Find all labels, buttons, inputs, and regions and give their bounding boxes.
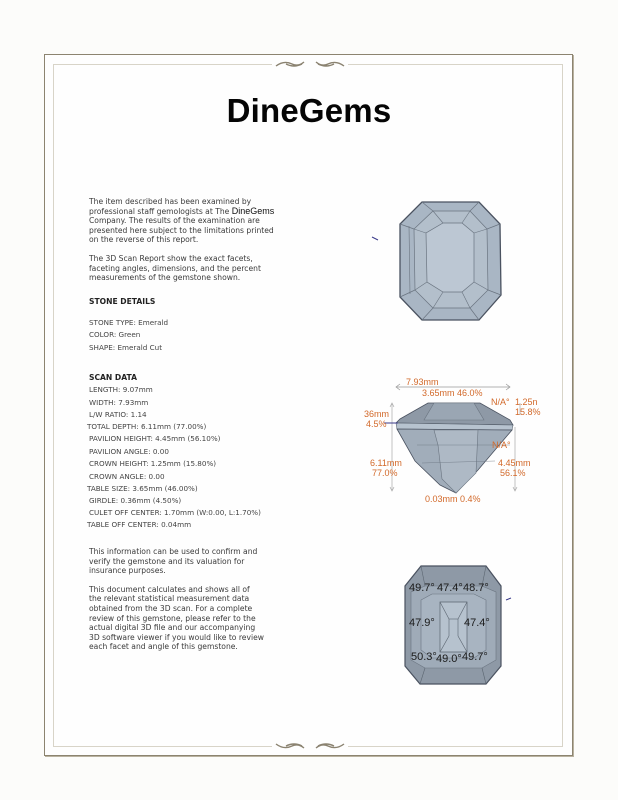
outro-text xyxy=(89,547,264,661)
intro-paragraph-2: The 3D Scan Report show the exact facets, faceting angles, dimensions, and the percent measurements of the gemstone shown. xyxy=(89,253,261,283)
stone-type: STONE TYPE: Emerald xyxy=(89,318,169,327)
side-crown-angle-label: N/A° xyxy=(491,397,510,407)
intro-paragraph-1: The item described has been examined by professional staff gemologists at The DineGems Company. The results of the examination are presented here subject to the limitations printed on the reverse of this report. xyxy=(89,197,275,245)
ornament-bottom-icon xyxy=(272,739,348,753)
side-crown-height-label: 1.25n xyxy=(515,397,538,407)
side-crown-pct-label: 15.8% xyxy=(515,407,541,417)
side-girdle-pct-label: 4.5% xyxy=(366,419,387,429)
side-depth-label: 6.11mm xyxy=(370,458,402,468)
brand-title: DineGems xyxy=(226,92,392,129)
scan-total-depth: TOTAL DEPTH: 6.11mm (77.00%) xyxy=(87,422,207,431)
gem-top-view-image xyxy=(370,196,520,336)
angle-bottom-center: 49.0° xyxy=(436,653,462,665)
scan-crown-height: CROWN HEIGHT: 1.25mm (15.80%) xyxy=(89,459,217,468)
angle-mid-right: 47.4° xyxy=(464,617,490,629)
stone-shape: SHAPE: Emerald Cut xyxy=(89,343,163,352)
scan-girdle: GIRDLE: 0.36mm (4.50%) xyxy=(89,496,182,505)
angle-top-left: 49.7° xyxy=(409,582,435,594)
scan-length: LENGTH: 9.07mm xyxy=(89,385,153,394)
scan-width: WIDTH: 7.93mm xyxy=(89,398,149,407)
angle-top-center: 47.4° xyxy=(437,582,463,594)
scan-table-size: TABLE SIZE: 3.65mm (46.00%) xyxy=(87,484,198,493)
side-pavilion-pct-label: 56.1% xyxy=(500,468,526,478)
intro-text xyxy=(89,197,279,292)
stone-color: COLOR: Green xyxy=(89,330,141,339)
side-width-label: 7.93mm xyxy=(406,377,439,387)
outro-paragraph-2: This document calculates and shows all of the relevant statistical measurement data obtained from the 3D scan. For a complete review of this gemstone, please refer to the actual digital 3D file and our accompanying 3D software viewer if you would like to review each facet and angle of this gemstone. xyxy=(89,584,264,652)
stone-details-heading: STONE DETAILS xyxy=(89,297,156,306)
angle-bottom-right: 49.7° xyxy=(462,651,488,663)
angle-bottom-left: 50.3° xyxy=(411,651,437,663)
scan-pavilion-height: PAVILION HEIGHT: 4.45mm (56.10%) xyxy=(89,434,221,443)
scan-lw-ratio: L/W RATIO: 1.14 xyxy=(89,410,147,419)
scan-table-off-center: TABLE OFF CENTER: 0.04mm xyxy=(87,520,192,529)
outro-paragraph-1: This information can be used to confirm and verify the gemstone and its valuation for insurance purposes. xyxy=(89,547,258,576)
side-pavilion-height-label: 4.45mm xyxy=(498,458,531,468)
scan-crown-angle: CROWN ANGLE: 0.00 xyxy=(89,472,165,481)
side-girdle-label: 36mm xyxy=(364,409,390,419)
ornament-top-icon xyxy=(272,57,348,71)
side-culet-label: 0.03mm 0.4% xyxy=(425,494,481,504)
angle-top-right: 48.7° xyxy=(463,582,489,594)
angle-mid-left: 47.9° xyxy=(409,617,435,629)
side-table-label: 3.65mm 46.0% xyxy=(422,388,483,398)
scan-pavilion-angle: PAVILION ANGLE: 0.00 xyxy=(89,447,169,456)
scan-culet-off-center: CULET OFF CENTER: 1.70mm (W:0.00, L:1.70%) xyxy=(89,508,261,517)
side-depth-pct-label: 77.0% xyxy=(372,468,398,478)
side-pavilion-angle-label: N/A° xyxy=(492,440,511,450)
scan-data-heading: SCAN DATA xyxy=(89,373,137,382)
inline-brand-name: DineGems xyxy=(231,205,275,216)
